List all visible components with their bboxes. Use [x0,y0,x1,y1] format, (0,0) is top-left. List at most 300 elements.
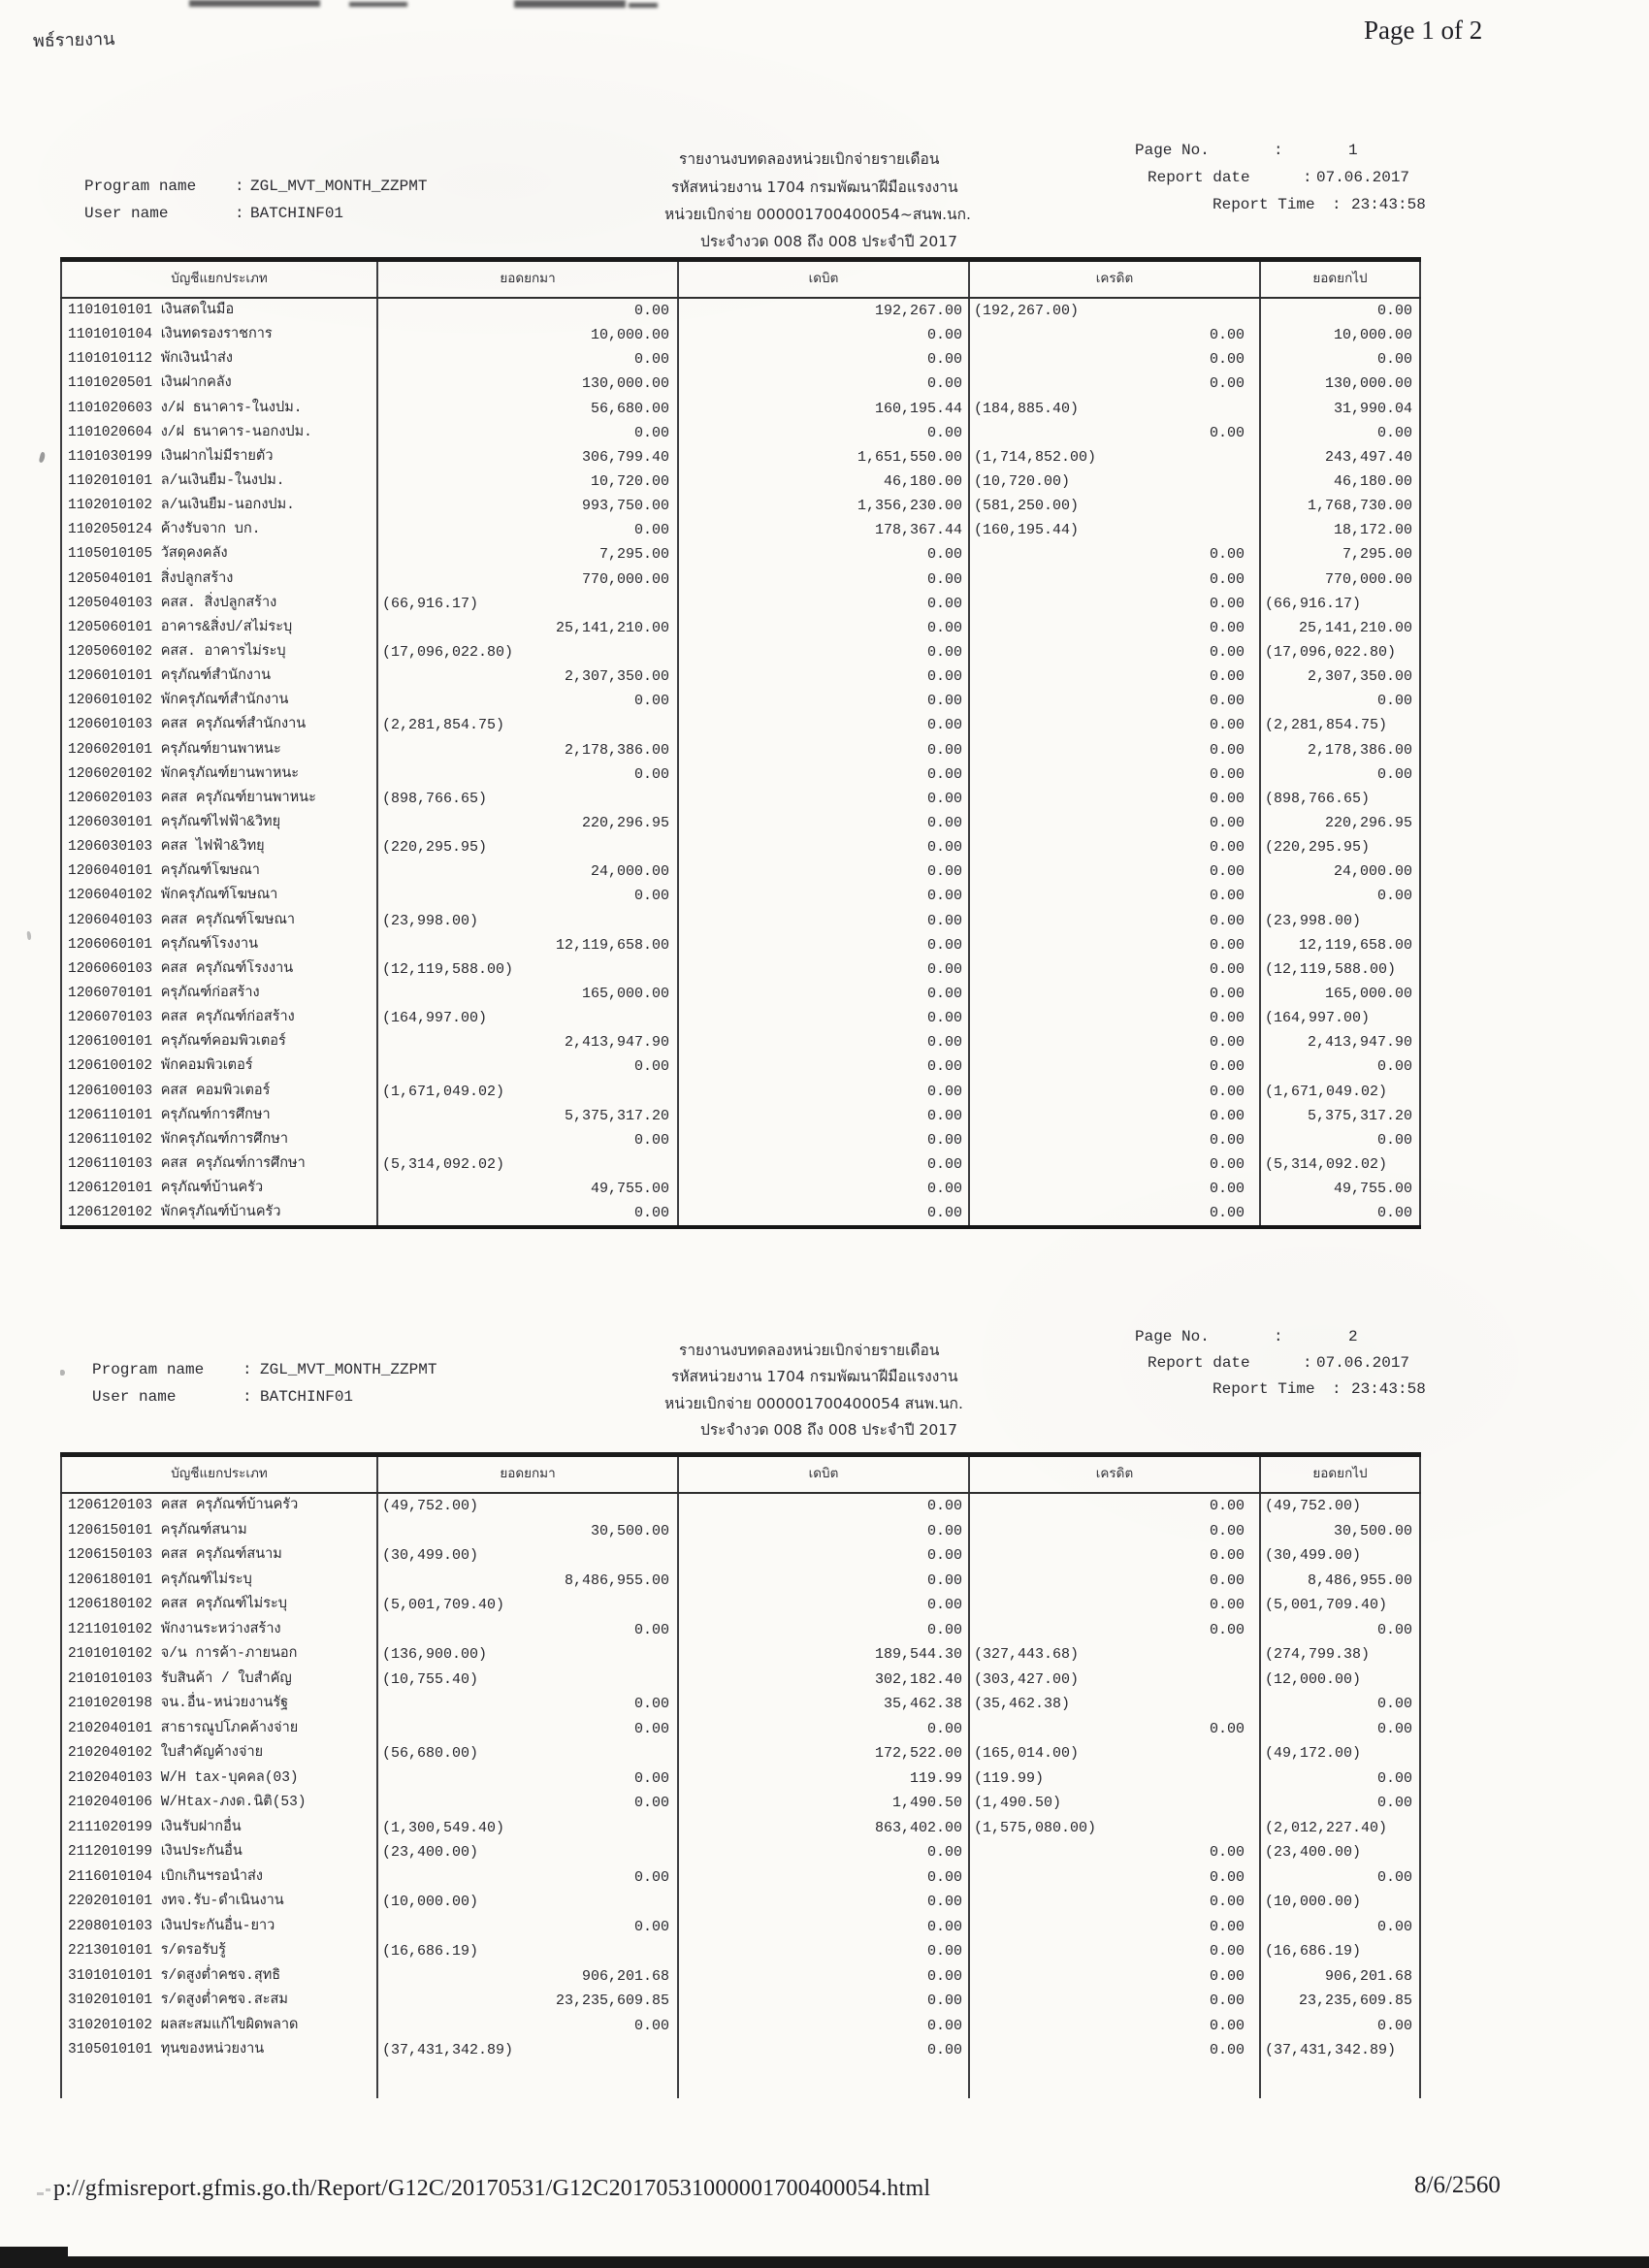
page-indicator: Page 1 of 2 [1364,16,1483,45]
account-cell: 1102010101 ล/นเงินยืม-ในงปม. [60,470,378,494]
amount-cell: 49,755.00 [1261,1177,1421,1201]
account-cell: 3102010102 ผลสะสมแก้ไขผิดพลาด [60,2014,378,2039]
account-cell: 2102040101 สาธารณูปโภคค้างจ่าย [60,1717,378,1742]
amount-cell: (10,720.00) [970,470,1261,494]
account-cell: 1206020102 พักครุภัณฑ์ยานพาหนะ [60,762,378,787]
amount-cell: 0.00 [970,1840,1261,1865]
scan-mark [60,1370,65,1376]
period-line: ประจำงวด 008 ถึง 008 ประจำปี 2017 [700,233,957,250]
amount-cell: 906,201.68 [1261,1964,1421,1990]
account-cell: 1206100103 คสส คอมพิวเตอร์ [60,1080,378,1104]
amount-cell: 0.00 [679,1618,970,1643]
amount-cell: 0.00 [679,567,970,592]
table-row [60,470,1421,494]
amount-cell: 0.00 [970,933,1261,957]
amount-cell: 0.00 [970,421,1261,445]
column-header: บัญชีแยกประเภท [60,1457,378,1492]
amount-cell: (1,671,049.02) [378,1080,679,1104]
amount-cell: 243,497.40 [1261,445,1421,470]
amount-cell: 25,141,210.00 [1261,616,1421,640]
user-name-value: BATCHINF01 [250,205,344,222]
amount-cell: 0.00 [679,1006,970,1030]
amount-cell: (30,499.00) [378,1543,679,1569]
account-cell: 1206150103 คสส ครุภัณฑ์สนาม [60,1543,378,1569]
disbursing-unit-line: หน่วยเบิกจ่าย 000001700400054~สนพ.นก. [664,206,971,223]
amount-cell: 0.00 [679,347,970,372]
account-cell: 1206120101 ครุภัณฑ์บ้านครัว [60,1177,378,1201]
page-no-label: Page No. [1135,1328,1210,1345]
table-row [60,1519,1421,1544]
table-row [60,933,1421,957]
table-row [60,299,1421,323]
amount-cell: 0.00 [970,689,1261,713]
table-row [60,982,1421,1006]
amount-cell: 2,178,386.00 [378,738,679,762]
page-no-value: 1 [1348,142,1358,159]
empty-cell [970,2063,1261,2098]
amount-cell: (119.99) [970,1766,1261,1792]
amount-cell: 0.00 [679,738,970,762]
amount-cell: 23,235,609.85 [1261,1989,1421,2014]
amount-cell: 0.00 [679,1030,970,1054]
amount-cell: 0.00 [970,592,1261,616]
table-row [60,567,1421,592]
amount-cell: 0.00 [970,347,1261,372]
amount-cell: 0.00 [970,1177,1261,1201]
amount-cell: 5,375,317.20 [378,1104,679,1128]
amount-cell: 0.00 [970,811,1261,835]
table-row [60,1030,1421,1054]
account-cell: 1206060101 ครุภัณฑ์โรงงาน [60,933,378,957]
amount-cell: 0.00 [1261,2014,1421,2039]
amount-cell: 160,195.44 [679,397,970,421]
amount-cell: 0.00 [679,1054,970,1079]
amount-cell: 0.00 [679,1890,970,1915]
amount-cell: 0.00 [378,1766,679,1792]
amount-cell: (66,916.17) [1261,592,1421,616]
amount-cell: 1,768,730.00 [1261,494,1421,518]
amount-cell: 0.00 [378,1201,679,1225]
account-cell: 1206010103 คสส ครุภัณฑ์สำนักงาน [60,713,378,737]
report-time-label: Report Time [1212,1380,1315,1398]
account-cell: 2116010104 เบิกเกินฯรอนำส่ง [60,1865,378,1891]
amount-cell: 0.00 [970,1201,1261,1225]
amount-cell: 0.00 [970,372,1261,396]
amount-cell: (37,431,342.89) [1261,2038,1421,2063]
table-row [60,1766,1421,1792]
amount-cell: 10,720.00 [378,470,679,494]
account-cell: 1205060102 คสส. อาคารไม่ระบุ [60,640,378,664]
amount-cell: 0.00 [970,1152,1261,1177]
amount-cell: (56,680.00) [378,1741,679,1766]
account-cell: 1101020501 เงินฝากคลัง [60,372,378,396]
amount-cell: (220,295.95) [1261,835,1421,859]
amount-cell: (1,490.50) [970,1791,1261,1816]
amount-cell: 306,799.40 [378,445,679,470]
amount-cell: (17,096,022.80) [378,640,679,664]
account-cell: 2102040103 W/H tax-บุคคล(03) [60,1766,378,1792]
table-row [60,1177,1421,1201]
page-no-value: 2 [1348,1328,1358,1345]
amount-cell: (49,172.00) [1261,1741,1421,1766]
amount-cell: (66,916.17) [378,592,679,616]
amount-cell: 0.00 [679,1939,970,1964]
table-row [60,2038,1421,2063]
account-cell: 1206040101 ครุภัณฑ์โฆษณา [60,859,378,884]
colon: : [242,1388,252,1406]
amount-cell: 0.00 [970,2038,1261,2063]
account-cell: 1206070101 ครุภัณฑ์ก่อสร้าง [60,982,378,1006]
disbursing-unit-line: หน่วยเบิกจ่าย 000001700400054 สนพ.นก. [664,1395,963,1412]
table-row [60,713,1421,737]
column-header: บัญชีแยกประเภท [60,262,378,297]
scan-smudge [189,0,320,7]
amount-cell: (37,431,342.89) [378,2038,679,2063]
amount-cell: 2,307,350.00 [378,664,679,689]
amount-cell: 130,000.00 [378,372,679,396]
amount-cell: 0.00 [679,1104,970,1128]
report-time-value: 23:43:58 [1351,1380,1426,1398]
amount-cell: 0.00 [679,835,970,859]
amount-cell: 189,544.30 [679,1642,970,1668]
account-cell: 1206120102 พักครุภัณฑ์บ้านครัว [60,1201,378,1225]
amount-cell: 0.00 [1261,1618,1421,1643]
amount-cell: 30,500.00 [1261,1519,1421,1544]
scan-mark [39,452,47,464]
table-row [60,738,1421,762]
colon: : [1303,169,1312,186]
amount-cell: 46,180.00 [679,470,970,494]
table-row [60,1915,1421,1940]
amount-cell: 130,000.00 [1261,372,1421,396]
empty-row [60,2063,1421,2098]
table-header-row [60,262,1421,299]
amount-cell: (192,267.00) [970,299,1261,323]
amount-cell: 18,172.00 [1261,518,1421,542]
amount-cell: (16,686.19) [1261,1939,1421,1964]
account-cell: 1206110101 ครุภัณฑ์การศึกษา [60,1104,378,1128]
table-row [60,1593,1421,1618]
amount-cell: 10,000.00 [1261,323,1421,347]
table-row [60,1152,1421,1177]
account-cell: 2208010103 เงินประกันอื่น-ยาว [60,1915,378,1940]
table-row [60,664,1421,689]
account-cell: 1206100102 พักคอมพิวเตอร์ [60,1054,378,1079]
table-row [60,1939,1421,1964]
amount-cell: 0.00 [679,1569,970,1594]
amount-cell: 0.00 [1261,299,1421,323]
account-cell: 1206180101 ครุภัณฑ์ไม่ระบุ [60,1569,378,1594]
amount-cell: (17,096,022.80) [1261,640,1421,664]
amount-cell: 0.00 [679,1152,970,1177]
amount-cell: 0.00 [970,542,1261,567]
amount-cell: 0.00 [378,1128,679,1152]
table-row [60,397,1421,421]
amount-cell: 0.00 [378,347,679,372]
account-cell: 2111020199 เงินรับฝากอื่น [60,1816,378,1841]
amount-cell: 0.00 [1261,762,1421,787]
amount-cell: (5,001,709.40) [378,1593,679,1618]
amount-cell: 302,182.40 [679,1668,970,1693]
amount-cell: 2,307,350.00 [1261,664,1421,689]
scan-smudge [349,2,407,7]
scan-smudge [514,0,626,8]
colon: : [242,1361,252,1378]
amount-cell: 0.00 [679,1543,970,1569]
report-date-label: Report date [1148,169,1250,186]
account-cell: 1101010112 พักเงินนำส่ง [60,347,378,372]
amount-cell: 770,000.00 [1261,567,1421,592]
table-row [60,1668,1421,1693]
table-row [60,787,1421,811]
table-header-row [60,1457,1421,1494]
amount-cell: 0.00 [378,299,679,323]
amount-cell: (10,000.00) [378,1890,679,1915]
amount-cell: 0.00 [378,1054,679,1079]
amount-cell: 0.00 [970,1080,1261,1104]
amount-cell: 0.00 [970,859,1261,884]
amount-cell: 0.00 [970,567,1261,592]
report-date-label: Report date [1148,1354,1250,1372]
amount-cell: (23,400.00) [1261,1840,1421,1865]
amount-cell: 863,402.00 [679,1816,970,1841]
agency-line: รหัสหน่วยงาน 1704 กรมพัฒนาฝีมือแรงงาน [671,1368,958,1385]
account-cell: 1206180102 คสส ครุภัณฑ์ไม่ระบุ [60,1593,378,1618]
amount-cell: 0.00 [679,664,970,689]
amount-cell: 0.00 [1261,1201,1421,1225]
amount-cell: 56,680.00 [378,397,679,421]
amount-cell: (23,998.00) [378,909,679,933]
table-row [60,518,1421,542]
amount-cell: (136,900.00) [378,1642,679,1668]
amount-cell: (49,752.00) [378,1494,679,1519]
table-row [60,835,1421,859]
amount-cell: 0.00 [378,1692,679,1717]
table-row [60,1080,1421,1104]
amount-cell: (23,400.00) [378,1840,679,1865]
table-row [60,859,1421,884]
amount-cell: 0.00 [679,2038,970,2063]
colon: : [235,178,244,195]
amount-cell: 0.00 [970,909,1261,933]
amount-cell: 0.00 [970,1569,1261,1594]
amount-cell: 2,413,947.90 [378,1030,679,1054]
account-cell: 1206150101 ครุภัณฑ์สนาม [60,1519,378,1544]
table-row [60,762,1421,787]
account-cell: 1211010102 พักงานระหว่างสร้าง [60,1618,378,1643]
amount-cell: 220,296.95 [1261,811,1421,835]
user-name-label: User name [92,1388,177,1406]
column-header: เครดิต [970,1457,1261,1492]
scan-mark [46,2188,50,2191]
table-row [60,542,1421,567]
amount-cell: 0.00 [1261,1717,1421,1742]
account-cell: 1206120103 คสส ครุภัณฑ์บ้านครัว [60,1494,378,1519]
amount-cell: 0.00 [679,982,970,1006]
account-cell: 1101020603 ง/ฝ ธนาคาร-ในงปม. [60,397,378,421]
amount-cell: 0.00 [970,1104,1261,1128]
account-cell: 1205040101 สิ่งปลูกสร้าง [60,567,378,592]
page-no-label: Page No. [1135,142,1210,159]
amount-cell: 30,500.00 [378,1519,679,1544]
amount-cell: (23,998.00) [1261,909,1421,933]
amount-cell: 0.00 [1261,689,1421,713]
amount-cell: 0.00 [378,762,679,787]
trial-balance-table-page-2 [60,1452,1421,2098]
amount-cell: 0.00 [378,1618,679,1643]
amount-cell: 0.00 [378,421,679,445]
amount-cell: 0.00 [679,2014,970,2039]
column-header: ยอดยกไป [1261,1457,1421,1492]
amount-cell: (12,000.00) [1261,1668,1421,1693]
amount-cell: 172,522.00 [679,1741,970,1766]
amount-cell: (49,752.00) [1261,1494,1421,1519]
account-cell: 1206040103 คสส ครุภัณฑ์โฆษณา [60,909,378,933]
column-header: ยอดยกมา [378,262,679,297]
amount-cell: 0.00 [970,1618,1261,1643]
amount-cell: (327,443.68) [970,1642,1261,1668]
amount-cell: 0.00 [970,1519,1261,1544]
amount-cell: (2,281,854.75) [1261,713,1421,737]
amount-cell: 993,750.00 [378,494,679,518]
program-name-label: Program name [92,1361,205,1378]
table-row [60,1201,1421,1225]
amount-cell: 0.00 [970,762,1261,787]
amount-cell: (5,001,709.40) [1261,1593,1421,1618]
amount-cell: 8,486,955.00 [378,1569,679,1594]
report-title: รายงานงบทดลองหน่วยเบิกจ่ายรายเดือน [679,150,940,168]
amount-cell: 25,141,210.00 [378,616,679,640]
table-row [60,1006,1421,1030]
column-header: ยอดยกไป [1261,262,1421,297]
table-row [60,494,1421,518]
user-name-label: User name [84,205,169,222]
amount-cell: 165,000.00 [378,982,679,1006]
account-cell: 1105010105 วัสดุคงคลัง [60,542,378,567]
amount-cell: 0.00 [970,1128,1261,1152]
table-row [60,640,1421,664]
amount-cell: 0.00 [970,1593,1261,1618]
amount-cell: 0.00 [378,1791,679,1816]
amount-cell: 0.00 [378,1717,679,1742]
table-row [60,592,1421,616]
table-row [60,1104,1421,1128]
account-cell: 1205060101 อาคาร&สิ่งป/สไม่ระบุ [60,616,378,640]
account-cell: 1206010101 ครุภัณฑ์สำนักงาน [60,664,378,689]
amount-cell: 192,267.00 [679,299,970,323]
amount-cell: (5,314,092.02) [378,1152,679,1177]
table-row [60,421,1421,445]
amount-cell: (10,755.40) [378,1668,679,1693]
amount-cell: 0.00 [378,518,679,542]
empty-cell [679,2063,970,2098]
amount-cell: 0.00 [1261,421,1421,445]
amount-cell: 770,000.00 [378,567,679,592]
amount-cell: 0.00 [1261,1865,1421,1891]
amount-cell: 46,180.00 [1261,470,1421,494]
amount-cell: 0.00 [679,421,970,445]
amount-cell: 0.00 [1261,1128,1421,1152]
amount-cell: 0.00 [970,957,1261,982]
amount-cell: 0.00 [679,372,970,396]
table-row [60,1717,1421,1742]
table-row [60,1543,1421,1569]
amount-cell: 35,462.38 [679,1692,970,1717]
amount-cell: 0.00 [679,1519,970,1544]
amount-cell: (35,462.38) [970,1692,1261,1717]
amount-cell: 0.00 [970,1964,1261,1990]
amount-cell: (1,671,049.02) [1261,1080,1421,1104]
amount-cell: (898,766.65) [1261,787,1421,811]
colon: : [1332,196,1342,213]
scan-edge-bar [0,2256,1649,2268]
account-cell: 1206030101 ครุภัณฑ์ไฟฟ้า&วิทยุ [60,811,378,835]
report-time-value: 23:43:58 [1351,196,1426,213]
amount-cell: (2,012,227.40) [1261,1816,1421,1841]
table-row [60,1569,1421,1594]
account-cell: 1206060103 คสส ครุภัณฑ์โรงงาน [60,957,378,982]
table-row [60,1128,1421,1152]
amount-cell: 0.00 [1261,1791,1421,1816]
amount-cell: 906,201.68 [378,1964,679,1990]
table-row [60,616,1421,640]
account-cell: 1206040102 พักครุภัณฑ์โฆษณา [60,884,378,908]
amount-cell: 0.00 [970,1030,1261,1054]
amount-cell: 0.00 [970,738,1261,762]
amount-cell: 0.00 [679,957,970,982]
account-cell: 3102010101 ร/ดสูงต่ำคชจ.สะสม [60,1989,378,2014]
account-cell: 1102010102 ล/นเงินยืม-นอกงปม. [60,494,378,518]
account-cell: 1206100101 ครุภัณฑ์คอมพิวเตอร์ [60,1030,378,1054]
amount-cell: (184,885.40) [970,397,1261,421]
amount-cell: 0.00 [679,859,970,884]
amount-cell: 165,000.00 [1261,982,1421,1006]
report-time-label: Report Time [1212,196,1315,213]
amount-cell: (1,300,549.40) [378,1816,679,1841]
amount-cell: 0.00 [679,1177,970,1201]
table-row [60,689,1421,713]
amount-cell: (164,997.00) [1261,1006,1421,1030]
account-cell: 3105010101 ทุนของหน่วยงาน [60,2038,378,2063]
amount-cell: 0.00 [1261,347,1421,372]
agency-line: รหัสหน่วยงาน 1704 กรมพัฒนาฝีมือแรงงาน [671,178,958,196]
amount-cell: 0.00 [970,1865,1261,1891]
table-row [60,323,1421,347]
report-date-value: 07.06.2017 [1316,1354,1410,1372]
amount-cell: 10,000.00 [378,323,679,347]
account-cell: 1102050124 ค้างรับจาก บก. [60,518,378,542]
amount-cell: 0.00 [1261,1766,1421,1792]
amount-cell: 7,295.00 [1261,542,1421,567]
account-cell: 1205040103 คสส. สิ่งปลูกสร้าง [60,592,378,616]
amount-cell: 7,295.00 [378,542,679,567]
table-row [60,1816,1421,1841]
amount-cell: 0.00 [679,713,970,737]
amount-cell: 0.00 [679,1128,970,1152]
amount-cell: 0.00 [378,1865,679,1891]
amount-cell: 1,356,230.00 [679,494,970,518]
amount-cell: 0.00 [679,1865,970,1891]
table-row [60,909,1421,933]
amount-cell: 0.00 [679,1494,970,1519]
account-cell: 2101010102 จ/น การค้า-ภายนอก [60,1642,378,1668]
report-title: รายงานงบทดลองหน่วยเบิกจ่ายรายเดือน [679,1342,940,1359]
amount-cell: 0.00 [679,616,970,640]
amount-cell: 0.00 [679,762,970,787]
amount-cell: 0.00 [970,713,1261,737]
amount-cell: 0.00 [679,1080,970,1104]
colon: : [1274,142,1283,159]
